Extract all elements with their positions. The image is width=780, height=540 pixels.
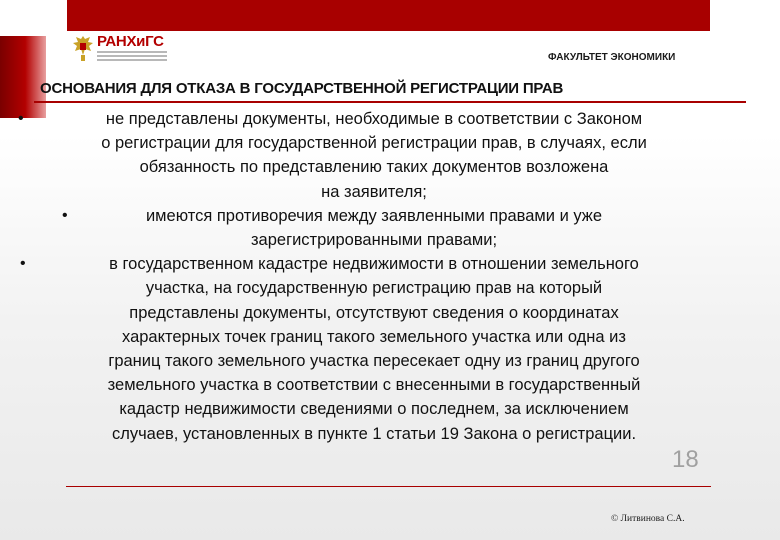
footer-divider — [66, 486, 711, 487]
top-accent-bar — [67, 0, 710, 31]
page-number: 18 — [672, 446, 699, 473]
list-item-line: участка, на государственную регистрацию прав на который — [145, 279, 603, 298]
list-item-line: зарегистрированными правами; — [250, 231, 498, 250]
list-item-line: земельного участка в соответствии с внесенными в государственный — [107, 376, 641, 395]
list-item-line: не представлены документы, необходимые в соответствии с Законом — [105, 110, 643, 128]
title-divider — [34, 101, 746, 103]
bullet-icon: • — [18, 110, 24, 127]
list-item-line: о регистрации для государственной регистрации прав, в случаях, если — [101, 134, 647, 153]
list-item-line: представлены документы, отсутствуют сведения о координатах — [129, 303, 619, 322]
slide-body — [18, 107, 730, 446]
list-item-line: имеются противоречия между заявленными правами и уже — [145, 206, 603, 225]
copyright-text: © Литвинова С.А. — [611, 514, 685, 524]
logo-subtitle-lines — [97, 51, 167, 63]
logo-title: РАНХиГС — [97, 32, 164, 50]
ranepa-logo — [72, 33, 167, 63]
list-item-line: границ такого земельного участка пересекает одну из границ другого — [108, 352, 640, 371]
list-item — [18, 204, 730, 252]
list-item-line: кадастр недвижимости сведениями о последнем, за исключением — [119, 400, 629, 419]
eagle-emblem-icon — [72, 33, 94, 63]
bullet-icon: • — [62, 206, 68, 224]
list-item — [18, 107, 730, 204]
left-accent-block — [0, 36, 46, 118]
faculty-label: ФАКУЛЬТЕТ ЭКОНОМИКИ — [548, 52, 676, 63]
list-item-line: случаев, установленных в пункте 1 статьи 19 Закона о регистрации. — [111, 424, 637, 443]
list-item-line: характерных точек границ такого земельного участка или одна из — [122, 327, 626, 346]
bullet-icon: • — [20, 255, 26, 273]
list-item-line: в государственном кадастре недвижимости в отношении земельного — [109, 255, 639, 274]
list-item — [18, 252, 730, 446]
list-item-line: на заявителя; — [321, 182, 427, 201]
list-item-line: обязанность по представлению таких документов возложена — [139, 158, 609, 177]
slide-title: ОСНОВАНИЯ ДЛЯ ОТКАЗА В ГОСУДАРСТВЕННОЙ РЕГИСТРАЦИИ ПРАВ — [40, 80, 564, 97]
